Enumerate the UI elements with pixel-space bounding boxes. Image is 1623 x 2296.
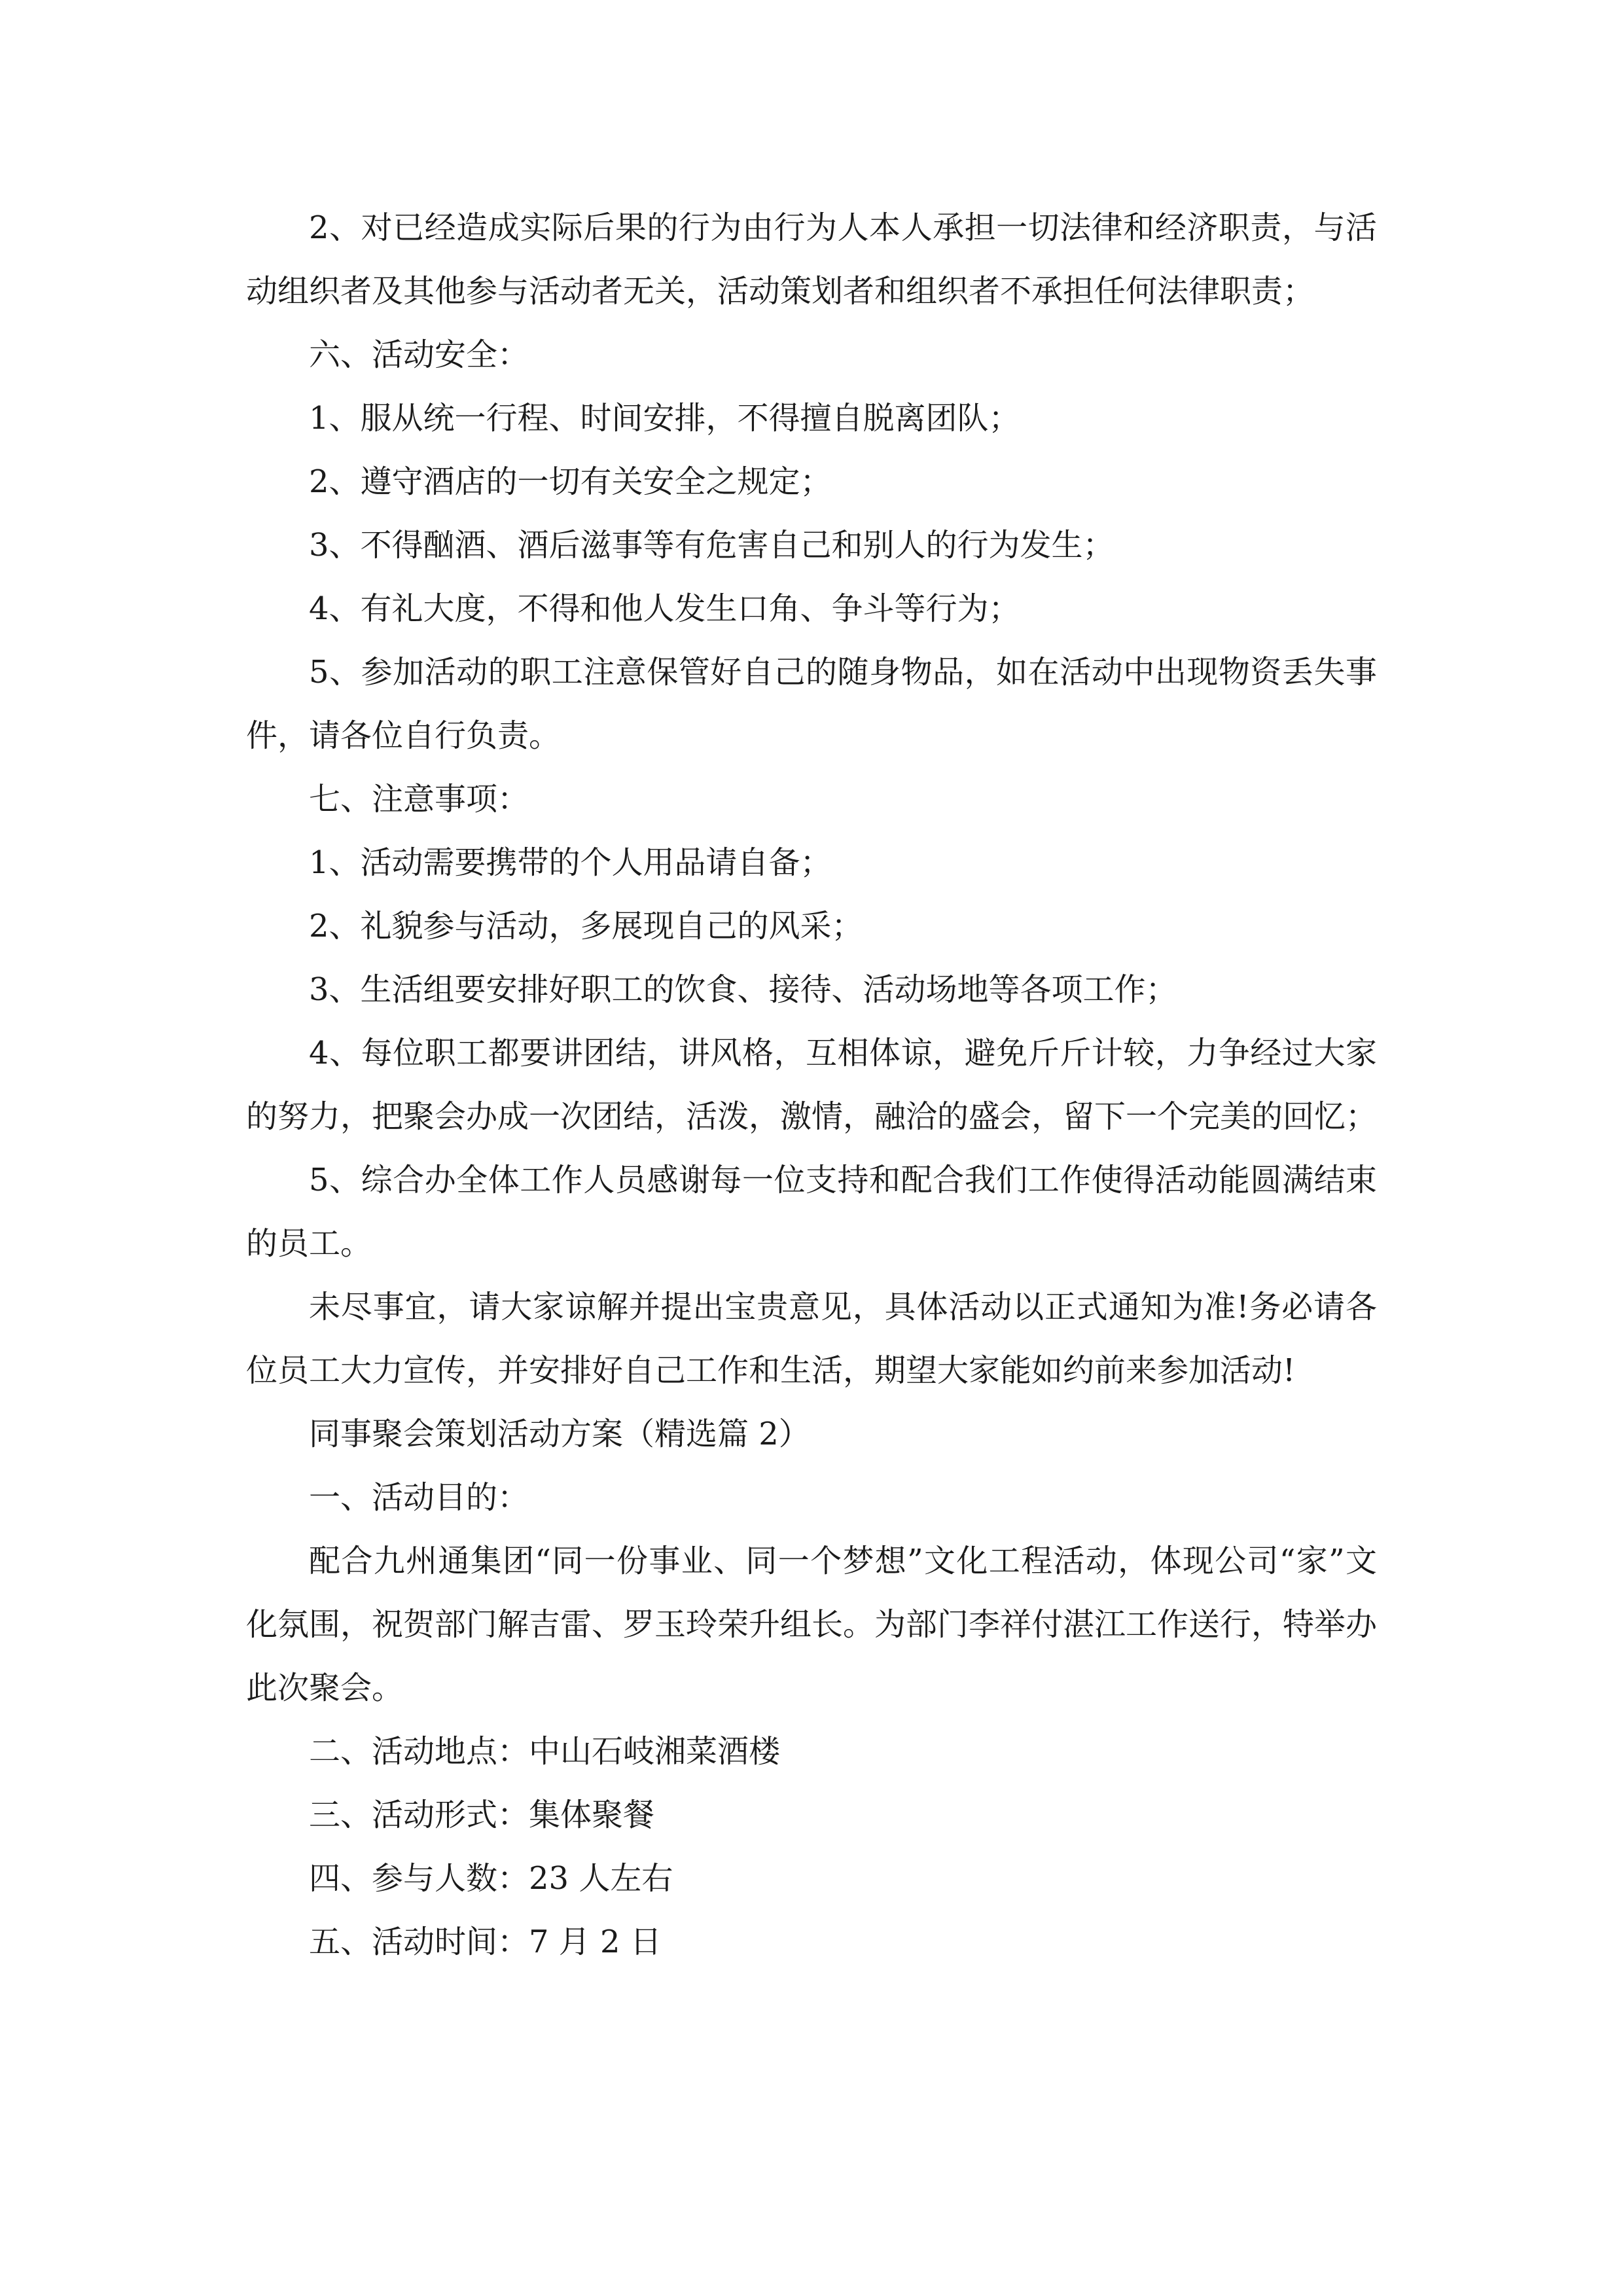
list-item-safety-4: 4、有礼大度，不得和他人发生口角、争斗等行为； — [309, 590, 1020, 627]
paragraph-liability-clause: 2、对已经造成实际后果的行为由行为人本人承担一切法律和经济职责，与活动组织者及其他参与活动者无关，活动策划者和组织者不承担任何法律职责； — [246, 209, 1377, 310]
list-item-safety-5: 5、参加活动的职工注意保管好自己的随身物品，如在活动中出现物资丢失事件，请各位自行负责。 — [246, 654, 1377, 754]
list-item-safety-3: 3、不得酗酒、酒后滋事等有危害自己和别人的行为发生； — [309, 527, 1115, 564]
list-item-notes-4: 4、每位职工都要讲团结，讲风格，互相体谅，避免斤斤计较，力争经过大家的努力，把聚会办成一次团结，活泼，激情，融洽的盛会，留下一个完美的回忆； — [246, 1035, 1378, 1135]
closing-paragraph: 未尽事宜，请大家谅解并提出宝贵意见，具体活动以正式通知为准!务必请各位员工大力宣传，并安排好自己工作和生活，期望大家能如约前来参加活动! — [246, 1289, 1377, 1389]
participant-count: 四、参与人数：23 人左右 — [309, 1860, 673, 1897]
list-item-notes-1: 1、活动需要携带的个人用品请自备； — [309, 844, 832, 881]
purpose-paragraph: 配合九州通集团“同一份事业、同一个梦想”文化工程活动，体现公司“家”文化氛围，祝贺部门解吉雷、罗玉玲荣升组长。为部门李祥付湛江工作送行，特举办此次聚会。 — [246, 1543, 1378, 1706]
document-body — [246, 196, 1377, 1974]
plan-title-2: 同事聚会策划活动方案（精选篇 2） — [309, 1416, 810, 1452]
list-item-notes-5: 5、综合办全体工作人员感谢每一位支持和配合我们工作使得活动能圆满结束的员工。 — [246, 1162, 1377, 1262]
list-item-safety-1: 1、服从统一行程、时间安排，不得擅自脱离团队； — [309, 400, 1020, 437]
section-heading-safety: 六、活动安全： — [309, 336, 529, 373]
section-heading-notes: 七、注意事项： — [309, 781, 529, 817]
event-format: 三、活动形式：集体聚餐 — [309, 1797, 655, 1833]
event-location: 二、活动地点：中山石岐湘菜酒楼 — [309, 1733, 781, 1770]
list-item-notes-3: 3、生活组要安排好职工的饮食、接待、活动场地等各项工作； — [309, 971, 1177, 1008]
section-heading-purpose: 一、活动目的： — [309, 1479, 529, 1516]
list-item-safety-2: 2、遵守酒店的一切有关安全之规定； — [309, 463, 832, 500]
event-time: 五、活动时间：7 月 2 日 — [309, 1924, 662, 1960]
list-item-notes-2: 2、礼貌参与活动，多展现自己的风采； — [309, 908, 863, 944]
